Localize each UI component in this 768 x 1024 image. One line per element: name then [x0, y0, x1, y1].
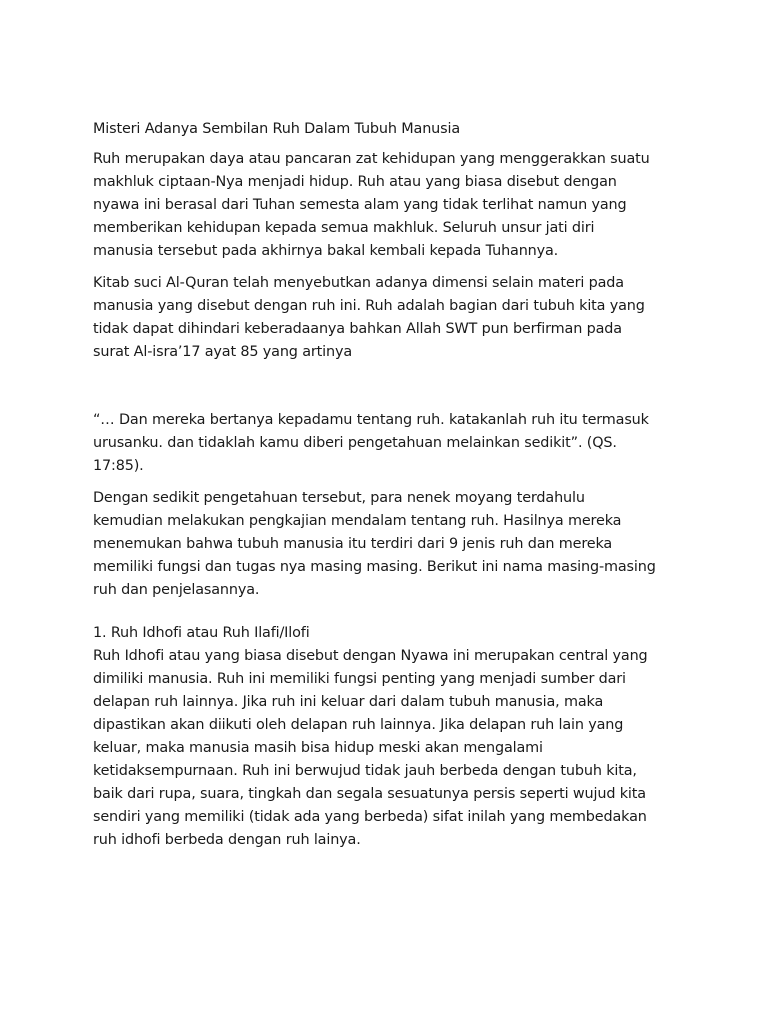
- text-line: ruh dan penjelasannya.: [93, 582, 260, 598]
- text-line: menemukan bahwa tubuh manusia itu terdiri dari 9 jenis ruh dan mereka: [93, 536, 613, 552]
- blank-space: [93, 373, 693, 409]
- text-line: makhluk ciptaan-Nya menjadi hidup. Ruh atau yang biasa disebut dengan: [93, 174, 617, 190]
- text-line: manusia tersebut pada akhirnya bakal kembali kepada Tuhannya.: [93, 243, 559, 259]
- text-line: Dengan sedikit pengetahuan tersebut, para nenek moyang terdahulu: [93, 490, 585, 506]
- text-line: tidak dapat dihindari keberadaanya bahkan Allah SWT pun berfirman pada: [93, 321, 622, 337]
- text-line: surat Al-isra’17 ayat 85 yang artinya: [93, 344, 352, 360]
- paragraph-ancestors: [93, 487, 693, 602]
- text-line: manusia yang disebut dengan ruh ini. Ruh adalah bagian dari tubuh kita yang: [93, 298, 645, 314]
- text-line: dimiliki manusia. Ruh ini memiliki fungsi penting yang menjadi sumber dari: [93, 671, 626, 687]
- text-line: kemudian melakukan pengkajian mendalam tentang ruh. Hasilnya mereka: [93, 513, 622, 529]
- text-line: urusanku. dan tidaklah kamu diberi pengetahuan melainkan sedikit”. (QS.: [93, 435, 617, 451]
- section-heading: 1. Ruh Idhofi atau Ruh Ilafi/Ilofi: [93, 625, 310, 641]
- text-line: Ruh Idhofi atau yang biasa disebut dengan Nyawa ini merupakan central yang: [93, 648, 648, 664]
- text-line: ketidaksempurnaan. Ruh ini berwujud tidak jauh berbeda dengan tubuh kita,: [93, 763, 637, 779]
- document-title: Misteri Adanya Sembilan Ruh Dalam Tubuh Manusia: [93, 121, 461, 137]
- text-line: delapan ruh lainnya. Jika ruh ini keluar dari dalam tubuh manusia, maka: [93, 694, 604, 710]
- text-line: keluar, maka manusia masih bisa hidup meski akan mengalami: [93, 740, 543, 756]
- text-line: nyawa ini berasal dari Tuhan semesta alam yang tidak terlihat namun yang: [93, 197, 627, 213]
- blank-space: [93, 611, 693, 622]
- text-line: memberikan kehidupan kepada semua makhluk. Seluruh unsur jati diri: [93, 220, 595, 236]
- text-line: Ruh merupakan daya atau pancaran zat kehidupan yang menggerakkan suatu: [93, 151, 650, 167]
- text-line: baik dari rupa, suara, tingkah dan segala sesuatunya persis seperti wujud kita: [93, 786, 646, 802]
- text-line: 17:85).: [93, 458, 144, 474]
- paragraph-ruh-idhofi: [93, 645, 693, 852]
- text-line: sendiri yang memiliki (tidak ada yang berbeda) sifat inilah yang membedakan: [93, 809, 647, 825]
- text-line: ruh idhofi berbeda dengan ruh lainya.: [93, 832, 361, 848]
- paragraph-intro: [93, 148, 693, 263]
- text-line: memiliki fungsi dan tugas nya masing masing. Berikut ini nama masing-masing: [93, 559, 656, 575]
- paragraph-quote: [93, 409, 693, 478]
- text-line: Kitab suci Al-Quran telah menyebutkan adanya dimensi selain materi pada: [93, 275, 624, 291]
- document-page: [93, 118, 693, 861]
- text-line: “… Dan mereka bertanya kepadamu tentang ruh. katakanlah ruh itu termasuk: [93, 412, 649, 428]
- text-line: dipastikan akan diikuti oleh delapan ruh lainnya. Jika delapan ruh lain yang: [93, 717, 624, 733]
- paragraph-quran: [93, 272, 693, 364]
